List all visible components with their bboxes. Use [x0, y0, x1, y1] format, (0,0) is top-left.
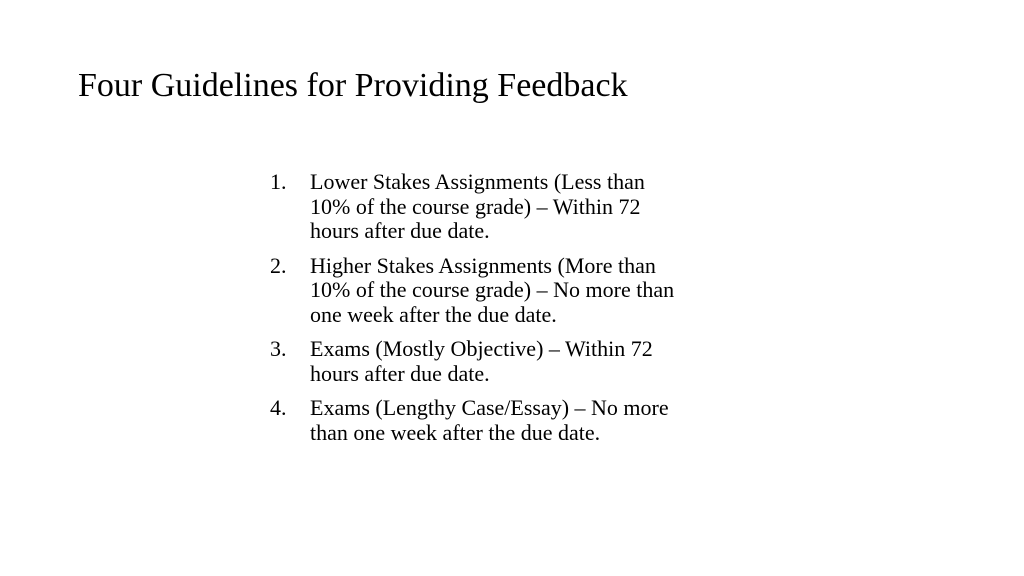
guideline-item-1: [270, 170, 690, 244]
slide-title: Four Guidelines for Providing Feedback: [78, 67, 628, 104]
guideline-item-3: [270, 337, 690, 386]
guideline-list: [270, 170, 690, 455]
guideline-number: 4.: [270, 395, 287, 420]
guideline-number: 3.: [270, 336, 287, 361]
guideline-item-2: [270, 254, 690, 328]
guideline-item-4: [270, 396, 690, 445]
guideline-number: 1.: [270, 169, 287, 194]
guideline-text: Higher Stakes Assignments (More than 10% of the course grade) – No more than one week after the due date.: [310, 252, 675, 327]
guideline-text: Exams (Mostly Objective) – Within 72 hours after due date.: [310, 336, 653, 386]
guideline-number: 2.: [270, 252, 287, 278]
guideline-text: Exams (Lengthy Case/Essay) – No more than one week after the due date.: [310, 395, 669, 445]
guideline-text: Lower Stakes Assignments (Less than 10% of the course grade) – Within 72 hours after due date.: [310, 169, 645, 243]
